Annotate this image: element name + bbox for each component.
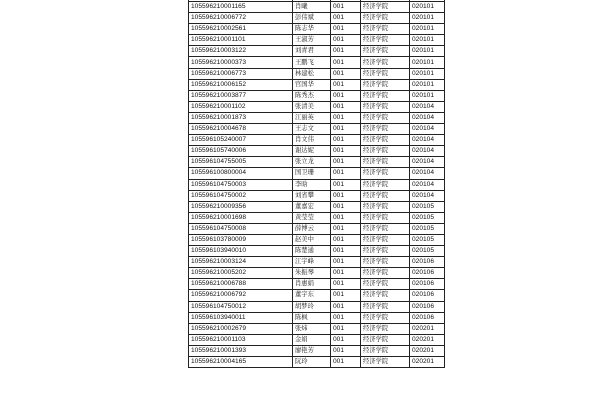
table-cell-dept: 经济学院 [361, 124, 410, 135]
table-cell-id: 105596210001698 [189, 212, 293, 223]
table-cell-code: 001 [331, 234, 361, 245]
table-cell-major: 020101 [410, 57, 445, 68]
table-cell-code: 001 [331, 301, 361, 312]
table-cell-code: 001 [331, 334, 361, 345]
table-row [189, 323, 445, 334]
table-cell-name: 金娟 [293, 334, 331, 345]
table-cell-name: 刘青君 [293, 46, 331, 57]
table-cell-dept: 经济学院 [361, 212, 410, 223]
table-cell-dept: 经济学院 [361, 146, 410, 157]
table-cell-code: 001 [331, 168, 361, 179]
table-cell-code: 001 [331, 223, 361, 234]
table-row [189, 57, 445, 68]
table-cell-id: 105596210001393 [189, 345, 293, 356]
table-cell-major: 020101 [410, 90, 445, 101]
table-cell-major: 020101 [410, 2, 445, 13]
table-row [189, 257, 445, 268]
table-cell-code: 001 [331, 257, 361, 268]
table-cell-major: 020101 [410, 13, 445, 24]
table-row [189, 268, 445, 279]
table-row [189, 35, 445, 46]
table-row [189, 345, 445, 356]
table-cell-major: 020101 [410, 68, 445, 79]
table-cell-id: 105596210001102 [189, 101, 293, 112]
table-cell-dept: 经济学院 [361, 57, 410, 68]
table-cell-major: 020106 [410, 268, 445, 279]
table-cell-name: 王淑芳 [293, 35, 331, 46]
table-cell-name: 谢达妮 [293, 146, 331, 157]
table-cell-name: 陈秀杰 [293, 90, 331, 101]
table-cell-id: 105596105240007 [189, 135, 293, 146]
table-cell-code: 001 [331, 46, 361, 57]
table-cell-name: 赵美中 [293, 234, 331, 245]
table-cell-name: 张炜 [293, 323, 331, 334]
table-cell-name: 刘省攀 [293, 190, 331, 201]
table-cell-id: 105596210006792 [189, 290, 293, 301]
table-cell-code: 001 [331, 2, 361, 13]
table-cell-code: 001 [331, 13, 361, 24]
table-cell-id: 105596210006772 [189, 13, 293, 24]
table-cell-code: 001 [331, 57, 361, 68]
table-cell-code: 001 [331, 279, 361, 290]
table-cell-dept: 经济学院 [361, 112, 410, 123]
table-cell-name: 李晗 [293, 179, 331, 190]
table-row [189, 101, 445, 112]
table-cell-dept: 经济学院 [361, 268, 410, 279]
table-cell-major: 020201 [410, 345, 445, 356]
table-cell-code: 001 [331, 268, 361, 279]
table-body [189, 0, 445, 368]
table-cell-code: 001 [331, 135, 361, 146]
table-cell-major: 020106 [410, 301, 445, 312]
table-cell-code: 001 [331, 79, 361, 90]
table-row [189, 357, 445, 368]
table-row [189, 290, 445, 301]
table-cell-code: 001 [331, 157, 361, 168]
table-cell-id: 105596210001103 [189, 334, 293, 345]
table-cell-major: 020101 [410, 24, 445, 35]
table-cell-id: 105596103780009 [189, 234, 293, 245]
table-row [189, 79, 445, 90]
table-cell-dept: 经济学院 [361, 179, 410, 190]
table-cell-id: 105596103940010 [189, 246, 293, 257]
table-cell-name: 陈志华 [293, 24, 331, 35]
table-cell-major: 020105 [410, 234, 445, 245]
table-cell-major: 020104 [410, 179, 445, 190]
table-cell-dept: 经济学院 [361, 257, 410, 268]
table-cell-dept: 经济学院 [361, 279, 410, 290]
table-row [189, 334, 445, 345]
table-cell-name: 江宇峰 [293, 257, 331, 268]
table-cell-id: 105596210003124 [189, 257, 293, 268]
table-cell-dept: 经济学院 [361, 334, 410, 345]
table-cell-name: 江丽英 [293, 112, 331, 123]
table-cell-major: 020201 [410, 323, 445, 334]
table-cell-code: 001 [331, 212, 361, 223]
table-cell-major: 020101 [410, 46, 445, 57]
table-cell-id: 105596210004678 [189, 124, 293, 135]
admission-list-table [188, 0, 445, 368]
table-cell-code: 001 [331, 68, 361, 79]
table-cell-code: 001 [331, 323, 361, 334]
table-cell-dept: 经济学院 [361, 323, 410, 334]
table-cell-code: 001 [331, 357, 361, 368]
table-cell-id: 105596104750003 [189, 179, 293, 190]
table-cell-name: 国卫珊 [293, 168, 331, 179]
table-cell-code: 001 [331, 246, 361, 257]
table-row [189, 2, 445, 13]
table-row [189, 234, 445, 245]
table-cell-name: 薛博云 [293, 223, 331, 234]
table-cell-code: 001 [331, 90, 361, 101]
table-cell-dept: 经济学院 [361, 157, 410, 168]
table-cell-id: 105596210002561 [189, 24, 293, 35]
table-row [189, 212, 445, 223]
table-cell-name: 林建松 [293, 68, 331, 79]
table-cell-major: 020105 [410, 212, 445, 223]
table-cell-code: 001 [331, 345, 361, 356]
table-cell-major: 020104 [410, 112, 445, 123]
table-cell-code: 001 [331, 35, 361, 46]
table-cell-code: 001 [331, 290, 361, 301]
table-cell-code: 001 [331, 101, 361, 112]
table-cell-major: 020106 [410, 257, 445, 268]
table-cell-major: 020101 [410, 35, 445, 46]
table-cell-id: 105596100800004 [189, 168, 293, 179]
table-row [189, 68, 445, 79]
table-cell-name: 肖曦 [293, 2, 331, 13]
table-cell-id: 105596210001165 [189, 2, 293, 13]
table-cell-name: 官国华 [293, 79, 331, 90]
table-row [189, 90, 445, 101]
table-cell-major: 020105 [410, 223, 445, 234]
table-cell-major: 020105 [410, 246, 445, 257]
table-cell-name: 朱振琴 [293, 268, 331, 279]
table-cell-id: 105596103940011 [189, 312, 293, 323]
table-cell-major: 020104 [410, 146, 445, 157]
table-cell-name: 肖惠娟 [293, 279, 331, 290]
table-cell-name: 陈楚通 [293, 246, 331, 257]
table-cell-dept: 经济学院 [361, 135, 410, 146]
table-cell-id: 105596210003122 [189, 46, 293, 57]
table-cell-dept: 经济学院 [361, 13, 410, 24]
table-cell-id: 105596210002679 [189, 323, 293, 334]
table-row [189, 201, 445, 212]
table-cell-id: 105596210001101 [189, 35, 293, 46]
table-cell-code: 001 [331, 179, 361, 190]
table-cell-id: 105596104750012 [189, 301, 293, 312]
table-cell-major: 020104 [410, 168, 445, 179]
table-row [189, 157, 445, 168]
table-cell-name: 阮玲 [293, 357, 331, 368]
table-cell-name: 王志文 [293, 124, 331, 135]
table-cell-name: 王鹏飞 [293, 57, 331, 68]
table-row [189, 13, 445, 24]
table-cell-dept: 经济学院 [361, 24, 410, 35]
table-cell-id: 105596210006152 [189, 79, 293, 90]
table-row [189, 279, 445, 290]
table-cell-major: 020104 [410, 157, 445, 168]
table-cell-dept: 经济学院 [361, 79, 410, 90]
table-cell-id: 105596104750002 [189, 190, 293, 201]
table-row [189, 179, 445, 190]
table-cell-dept: 经济学院 [361, 312, 410, 323]
table-cell-id: 105596210009356 [189, 201, 293, 212]
table-cell-name: 黄莹莹 [293, 212, 331, 223]
table-cell-id: 105596104750008 [189, 223, 293, 234]
table-cell-name: 彭伟斌 [293, 13, 331, 24]
table-cell-code: 001 [331, 24, 361, 35]
table-cell-code: 001 [331, 201, 361, 212]
table-cell-dept: 经济学院 [361, 357, 410, 368]
admission-list-table-wrapper [188, 0, 435, 368]
table-cell-dept: 经济学院 [361, 101, 410, 112]
table-cell-dept: 经济学院 [361, 201, 410, 212]
table-cell-dept: 经济学院 [361, 223, 410, 234]
table-row [189, 46, 445, 57]
table-cell-major: 020106 [410, 312, 445, 323]
table-cell-id: 105596210000373 [189, 57, 293, 68]
table-row [189, 146, 445, 157]
table-cell-id: 105596210006788 [189, 279, 293, 290]
table-cell-major: 020104 [410, 101, 445, 112]
table-cell-major: 020104 [410, 124, 445, 135]
table-cell-name: 胡梦玲 [293, 301, 331, 312]
table-cell-major: 020106 [410, 279, 445, 290]
table-cell-major: 020201 [410, 357, 445, 368]
table-cell-id: 105596105740006 [189, 146, 293, 157]
table-row [189, 168, 445, 179]
table-cell-id: 105596210006773 [189, 68, 293, 79]
table-row [189, 112, 445, 123]
table-cell-dept: 经济学院 [361, 46, 410, 57]
table-cell-id: 105596210005202 [189, 268, 293, 279]
table-cell-code: 001 [331, 190, 361, 201]
table-cell-major: 020101 [410, 79, 445, 90]
table-cell-dept: 经济学院 [361, 68, 410, 79]
table-row [189, 301, 445, 312]
table-cell-name: 肖文伟 [293, 135, 331, 146]
table-row [189, 312, 445, 323]
table-cell-id: 105596210001873 [189, 112, 293, 123]
table-cell-id: 105596210003877 [189, 90, 293, 101]
table-cell-name: 张立龙 [293, 157, 331, 168]
table-cell-dept: 经济学院 [361, 290, 410, 301]
table-cell-major: 020201 [410, 334, 445, 345]
table-cell-dept: 经济学院 [361, 35, 410, 46]
table-row [189, 190, 445, 201]
table-cell-dept: 经济学院 [361, 90, 410, 101]
table-cell-dept: 经济学院 [361, 168, 410, 179]
table-row [189, 24, 445, 35]
table-cell-major: 020105 [410, 201, 445, 212]
table-cell-name: 陈枫 [293, 312, 331, 323]
table-cell-dept: 经济学院 [361, 345, 410, 356]
table-cell-dept: 经济学院 [361, 234, 410, 245]
table-cell-dept: 经济学院 [361, 301, 410, 312]
table-row [189, 246, 445, 257]
table-cell-code: 001 [331, 146, 361, 157]
table-cell-code: 001 [331, 312, 361, 323]
table-cell-dept: 经济学院 [361, 246, 410, 257]
table-cell-id: 105596104755005 [189, 157, 293, 168]
table-cell-name: 董宇东 [293, 290, 331, 301]
table-cell-name: 张清美 [293, 101, 331, 112]
table-cell-major: 020104 [410, 190, 445, 201]
table-cell-name: 董嘉宏 [293, 201, 331, 212]
table-row [189, 124, 445, 135]
table-cell-dept: 经济学院 [361, 190, 410, 201]
table-cell-name: 廖艳芳 [293, 345, 331, 356]
table-cell-major: 020104 [410, 135, 445, 146]
table-cell-id: 105596210004165 [189, 357, 293, 368]
table-cell-code: 001 [331, 112, 361, 123]
table-cell-code: 001 [331, 124, 361, 135]
table-row [189, 135, 445, 146]
table-row [189, 223, 445, 234]
table-cell-major: 020106 [410, 290, 445, 301]
table-cell-dept: 经济学院 [361, 2, 410, 13]
